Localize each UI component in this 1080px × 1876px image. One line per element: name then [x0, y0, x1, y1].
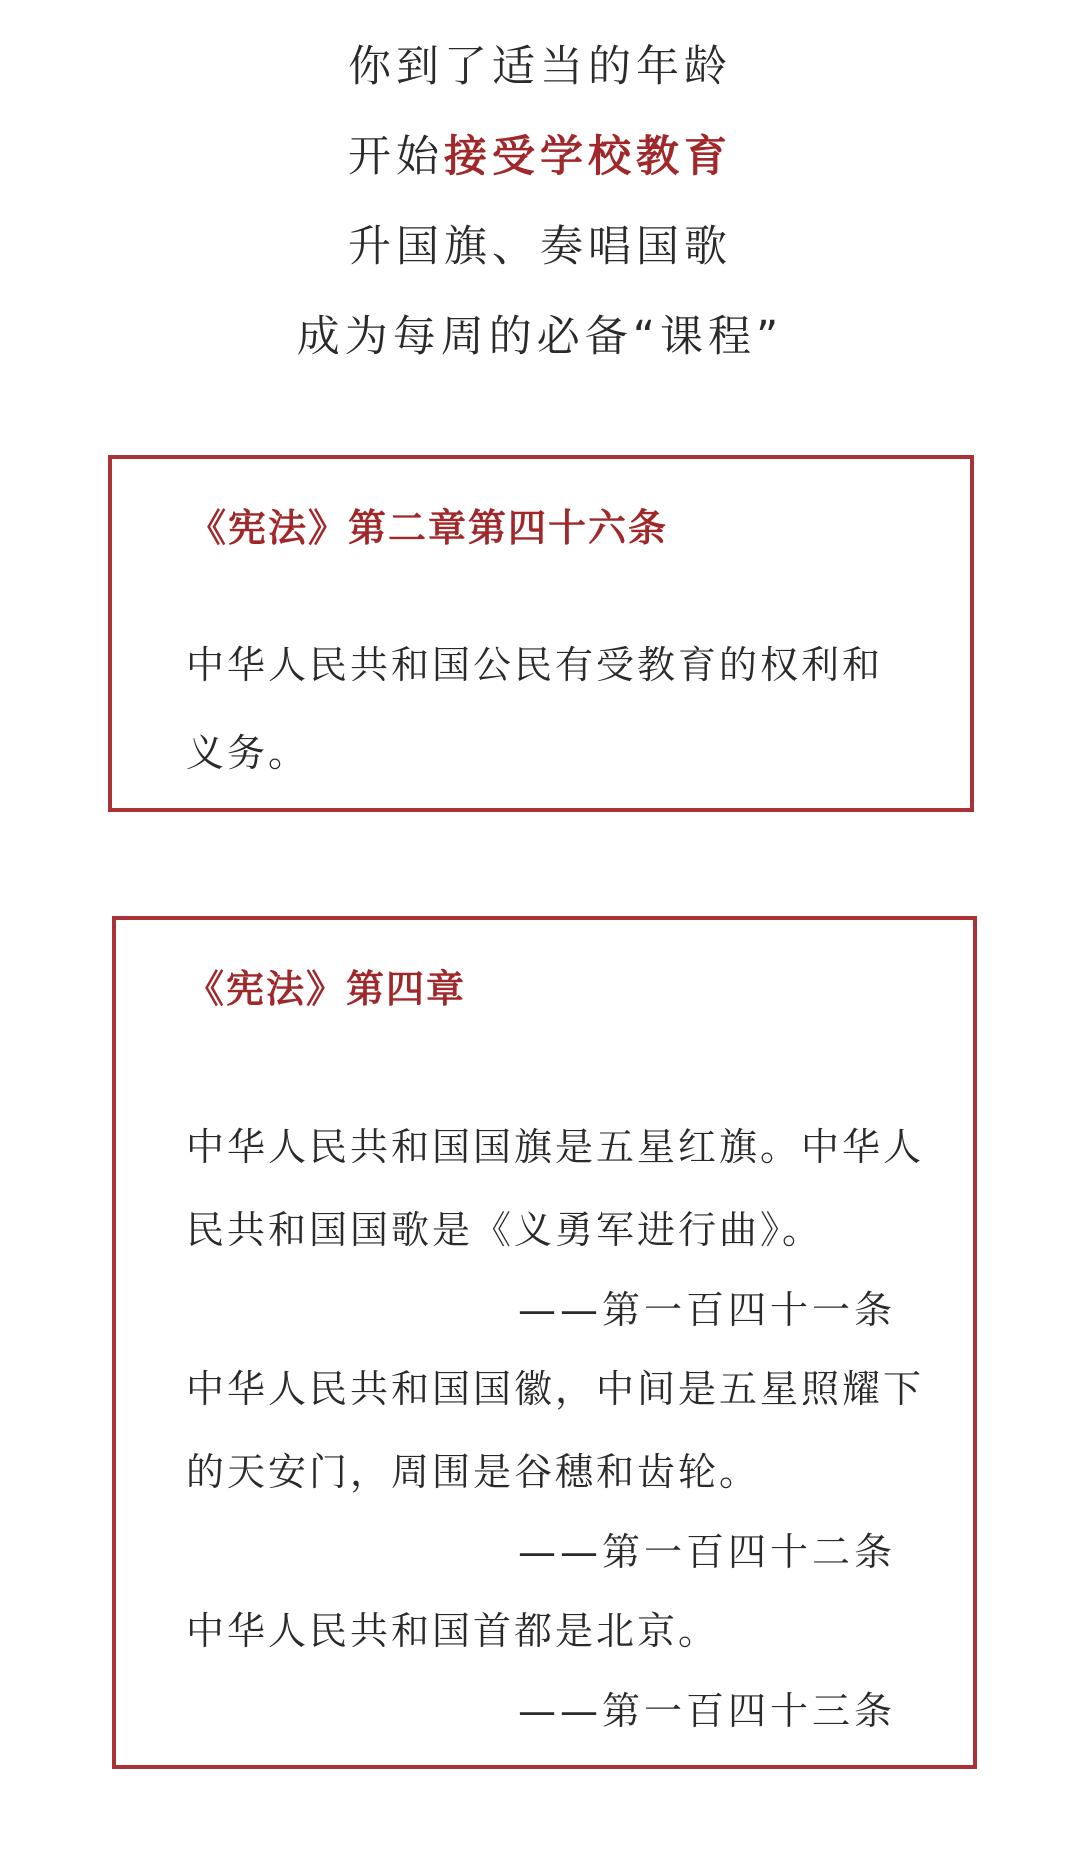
constitution-article-46-box	[108, 455, 974, 812]
article-142-citation: ——第一百四十二条	[517, 1530, 896, 1574]
intro-line-2-highlight: 接受学校教育	[444, 132, 732, 182]
article-141-citation: ——第一百四十一条	[517, 1288, 896, 1332]
box-title: 《宪法》第四章	[186, 967, 467, 1011]
box-body: 中华人民共和国公民有受教育的权利和义务。	[186, 643, 884, 775]
article-143-text: 中华人民共和国首都是北京。	[186, 1609, 720, 1653]
box-body	[186, 1106, 926, 1749]
intro-line-3: 升国旗、奏唱国歌	[348, 222, 732, 272]
intro-line-2	[0, 112, 1080, 202]
article-142-text: 中华人民共和国国徽，中间是五星照耀下的天安门，周围是谷穗和齿轮。	[186, 1367, 925, 1494]
article-141-text: 中华人民共和国国旗是五星红旗。中华人民共和国国歌是《义勇军进行曲》。	[186, 1125, 925, 1252]
constitution-chapter-4-box	[112, 916, 977, 1769]
intro-text	[0, 22, 1080, 382]
intro-line-4: 成为每周的必备“课程”	[296, 312, 784, 362]
intro-line-1: 你到了适当的年龄	[348, 42, 732, 92]
box-title: 《宪法》第二章第四十六条	[188, 506, 669, 550]
article-143-citation: ——第一百四十三条	[517, 1689, 896, 1733]
intro-line-2-prefix: 开始	[348, 132, 444, 182]
